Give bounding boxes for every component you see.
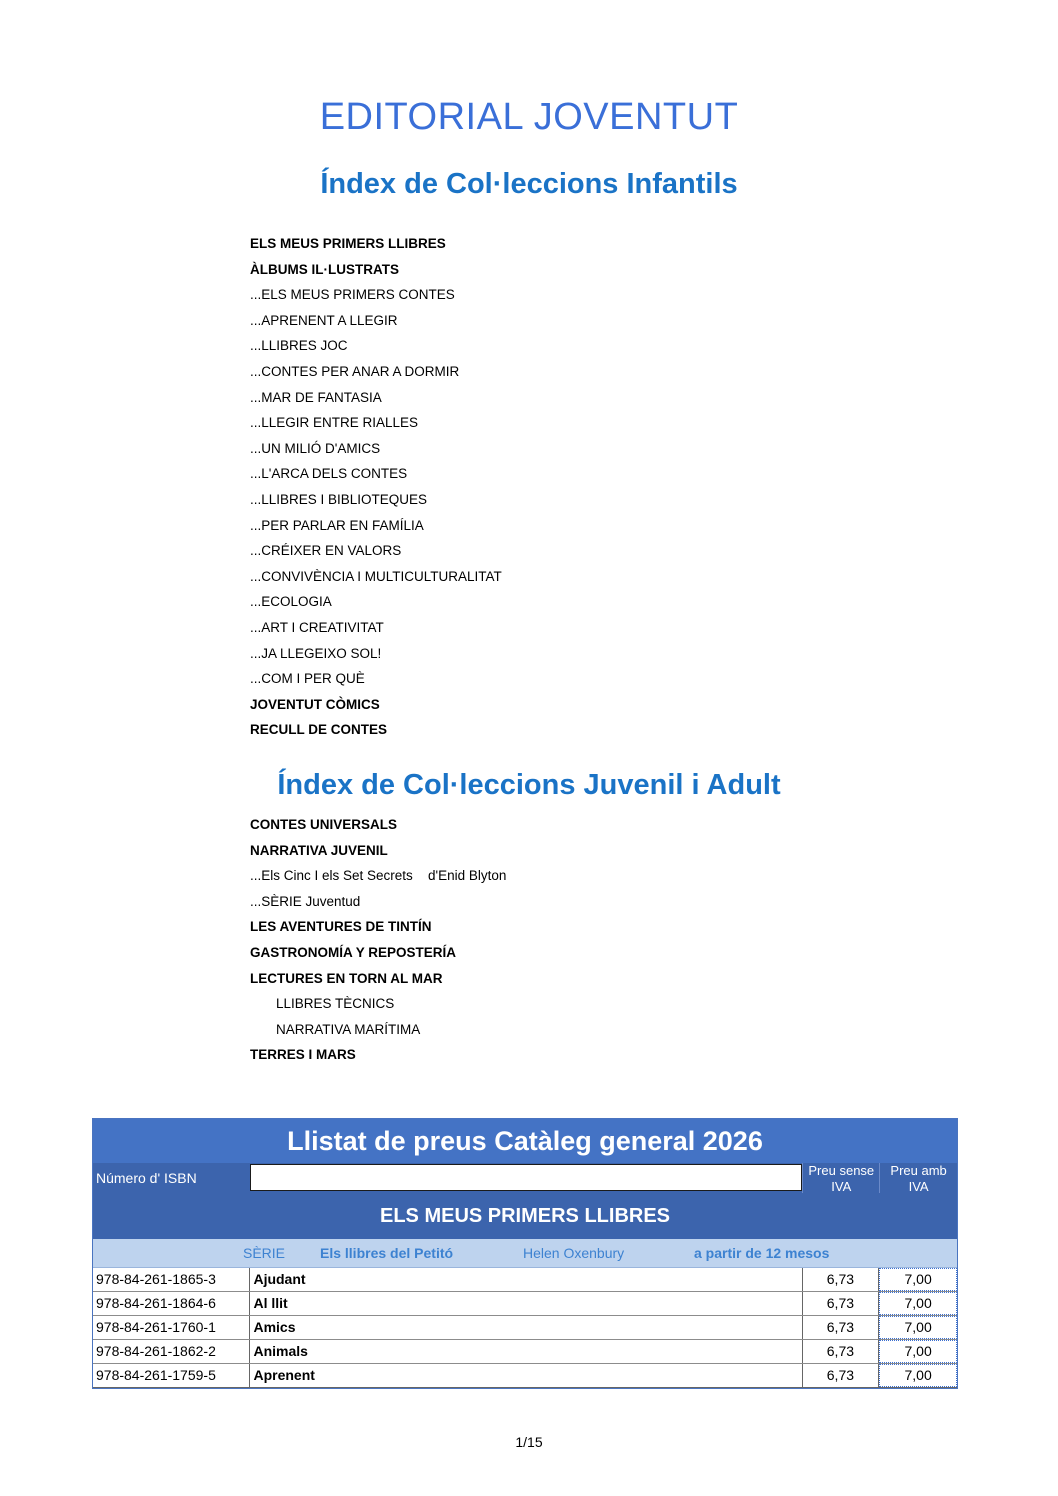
- index-item: ...MAR DE FANTASIA: [250, 389, 382, 405]
- cell-price-vat: 7,00: [879, 1340, 957, 1363]
- index-item: NARRATIVA JUVENIL: [250, 842, 388, 858]
- isbn-search-row: [93, 1163, 957, 1193]
- cell-title: Ajudant: [250, 1268, 802, 1291]
- cell-isbn: 978-84-261-1864-6: [93, 1292, 250, 1315]
- index-item: ...CONTES PER ANAR A DORMIR: [250, 363, 460, 379]
- index-item: ÀLBUMS IL·LUSTRATS: [250, 261, 399, 277]
- table-row: [93, 1292, 957, 1316]
- price-rows: [93, 1268, 957, 1388]
- index-item: LLIBRES TÈCNICS: [276, 996, 395, 1012]
- cell-title: Amics: [250, 1316, 802, 1339]
- cell-title: Al llit: [250, 1292, 802, 1315]
- cell-isbn: 978-84-261-1760-1: [93, 1316, 250, 1339]
- series-name: Els llibres del Petitó: [320, 1245, 454, 1261]
- cell-isbn: 978-84-261-1862-2: [93, 1340, 250, 1363]
- index-item: ...LLEGIR ENTRE RIALLES: [250, 415, 419, 431]
- index-item: ...ELS MEUS PRIMERS CONTES: [250, 287, 455, 303]
- index-item: RECULL DE CONTES: [250, 722, 388, 738]
- index-item: ...SÈRIE Juventud: [250, 893, 361, 909]
- index-item: ...UN MILIÓ D'AMICS: [250, 440, 381, 456]
- series-row: [93, 1239, 957, 1268]
- index-item: ...ART I CREATIVITAT: [250, 619, 384, 635]
- index-item: TERRES I MARS: [250, 1047, 356, 1063]
- index-item: ...JA LLEGEIXO SOL!: [250, 645, 382, 661]
- series-age: a partir de 12 mesos: [694, 1245, 830, 1261]
- table-row: [93, 1316, 957, 1340]
- cell-price-vat: 7,00: [879, 1364, 957, 1387]
- index-item: ...APRENENT A LLEGIR: [250, 312, 398, 328]
- cell-title: Animals: [250, 1340, 802, 1363]
- isbn-label: Número d' ISBN: [96, 1170, 197, 1186]
- index-item: CONTES UNIVERSALS: [250, 817, 398, 832]
- index-item: ...LLIBRES I BIBLIOTEQUES: [250, 491, 428, 507]
- column-header-price-vat: Preu amb IVA: [879, 1163, 957, 1193]
- heading-index-juvenil: Índex de Col·leccions Juvenil i Adult: [277, 769, 781, 801]
- index-item: LECTURES EN TORN AL MAR: [250, 970, 443, 986]
- index-list-juvenil: [250, 812, 506, 1068]
- cell-title: Aprenent: [250, 1364, 802, 1387]
- index-item: NARRATIVA MARÍTIMA: [276, 1021, 421, 1037]
- index-item: ...LLIBRES JOC: [250, 338, 348, 354]
- cell-price: 6,73: [803, 1268, 880, 1291]
- index-item-label: ...Els Cinc I els Set Secrets: [250, 868, 413, 884]
- index-item: ELS MEUS PRIMERS LLIBRES: [250, 236, 446, 251]
- cell-price-vat: 7,00: [879, 1292, 957, 1315]
- index-item: GASTRONOMÍA Y REPOSTERÍA: [250, 944, 457, 960]
- cell-price-vat: 7,00: [879, 1268, 957, 1291]
- column-header-price-no-vat: Preu sense IVA: [802, 1163, 879, 1193]
- index-list-infantil: [250, 231, 502, 743]
- index-item: JOVENTUT CÒMICS: [250, 696, 380, 712]
- collection-heading: ELS MEUS PRIMERS LLIBRES: [93, 1193, 957, 1239]
- index-item-author: d'Enid Blyton: [428, 868, 507, 884]
- document-title: EDITORIAL JOVENTUT: [319, 96, 739, 138]
- cell-price: 6,73: [803, 1340, 880, 1363]
- cell-isbn: 978-84-261-1759-5: [93, 1364, 250, 1387]
- index-item: ...L'ARCA DELS CONTES: [250, 466, 408, 482]
- index-item: ...COM I PER QUÈ: [250, 671, 365, 687]
- cell-isbn: 978-84-261-1865-3: [93, 1268, 250, 1291]
- isbn-input[interactable]: [250, 1164, 803, 1191]
- price-list-table: [92, 1118, 958, 1389]
- cell-price: 6,73: [803, 1364, 880, 1387]
- index-item: ...CONVIVÈNCIA I MULTICULTURALITAT: [250, 568, 502, 584]
- page-number: 1/15: [515, 1434, 543, 1450]
- heading-index-infantil: Índex de Col·leccions Infantils: [320, 168, 738, 200]
- index-item: LES AVENTURES DE TINTÍN: [250, 919, 432, 935]
- series-label: SÈRIE: [243, 1245, 286, 1261]
- index-item: ...CRÉIXER EN VALORS: [250, 543, 402, 559]
- cell-price: 6,73: [803, 1316, 880, 1339]
- price-list-title: Llistat de preus Catàleg general 2026: [93, 1119, 957, 1163]
- table-row: [93, 1340, 957, 1364]
- cell-price-vat: 7,00: [879, 1316, 957, 1339]
- index-item: ...PER PARLAR EN FAMÍLIA: [250, 517, 424, 533]
- table-row: [93, 1268, 957, 1292]
- index-item: ...ECOLOGIA: [250, 594, 332, 610]
- index-item: [250, 863, 506, 889]
- table-row: [93, 1364, 957, 1388]
- cell-price: 6,73: [803, 1292, 880, 1315]
- series-author: Helen Oxenbury: [523, 1245, 625, 1261]
